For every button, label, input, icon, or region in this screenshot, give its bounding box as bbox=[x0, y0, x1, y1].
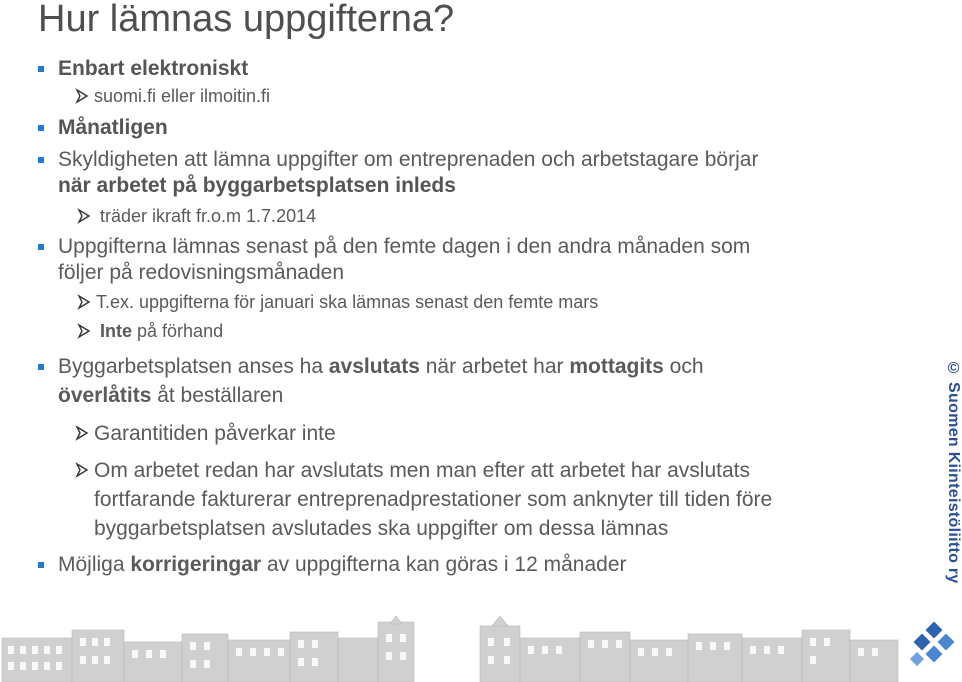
bullet-byggarbetsplatsen-avslutats bbox=[58, 355, 704, 379]
bullet-text: Möjliga bbox=[58, 553, 131, 576]
sub-bullet-text: på förhand bbox=[132, 321, 224, 341]
bullet-uppgifterna-line2 bbox=[58, 261, 344, 285]
copyright-vertical: © Suomen Kiinteistöliitto ry bbox=[945, 360, 962, 584]
bullet-bold-overlatits: överlåtits bbox=[58, 384, 152, 407]
arrow-bullet-icon bbox=[78, 295, 90, 309]
bullet-enbart-elektroniskt bbox=[58, 57, 248, 81]
arrow-bullet-icon bbox=[78, 324, 90, 338]
bullet-bold-korrigeringar: korrigeringar bbox=[130, 553, 262, 576]
sub-bullet-text: Garantitiden påverkar inte bbox=[94, 422, 336, 445]
sub-bullet-trader-ikraft bbox=[100, 206, 316, 227]
bullet-manatligen bbox=[58, 116, 168, 140]
sub-bullet-om-arbetet-line3 bbox=[94, 517, 668, 541]
arrow-bullet-icon bbox=[76, 463, 88, 477]
square-bullet-icon bbox=[38, 562, 44, 568]
sub-bullet-portals bbox=[94, 86, 270, 107]
bullet-text-line1: Uppgifterna lämnas senast på den femte dagen i den andra månaden som bbox=[58, 235, 751, 258]
sub-bullet-text-line2: fortfarande fakturerar entreprenadprestationer som anknyter till tiden före bbox=[94, 488, 773, 511]
sub-bullet-om-arbetet bbox=[94, 459, 750, 483]
sub-bullet-bold-text: Inte bbox=[100, 321, 133, 341]
bullet-text: Byggarbetsplatsen anses ha bbox=[58, 355, 329, 378]
bullet-byggarbetsplatsen-line2 bbox=[58, 384, 283, 408]
bullet-text-line2: när arbetet på byggarbetsplatsen inleds bbox=[58, 174, 456, 197]
square-bullet-icon bbox=[38, 157, 44, 163]
bullet-text: åt beställaren bbox=[151, 384, 284, 407]
bullet-bold-mottagits: mottagits bbox=[569, 355, 664, 378]
bullet-bold-avslutats: avslutats bbox=[328, 355, 420, 378]
bullet-text: av uppgifterna kan göras i 12 månader bbox=[261, 553, 627, 576]
sub-bullet-garantitiden bbox=[94, 422, 336, 446]
sub-bullet-text: suomi.fi eller ilmoitin.fi bbox=[94, 86, 271, 106]
bullet-text-line2: följer på redovisningsmånaden bbox=[58, 261, 345, 284]
square-bullet-icon bbox=[38, 125, 44, 131]
bullet-text: och bbox=[663, 355, 704, 378]
arrow-bullet-icon bbox=[78, 209, 90, 223]
bullet-uppgifterna-lamnas bbox=[58, 235, 750, 259]
arrow-bullet-icon bbox=[76, 426, 88, 440]
bullet-text-line1: Skyldigheten att lämna uppgifter om entreprenaden och arbetstagare börjar bbox=[58, 148, 759, 171]
bullet-korrigeringar bbox=[58, 553, 627, 577]
sub-bullet-om-arbetet-line2 bbox=[94, 488, 772, 512]
bullet-text: Månatligen bbox=[58, 116, 168, 139]
sub-bullet-inte-pa-forhand bbox=[100, 321, 223, 342]
sub-bullet-text: träder ikraft fr.o.m 1.7.2014 bbox=[100, 206, 317, 226]
sub-bullet-text: T.ex. uppgifterna för januari ska lämnas senast den femte mars bbox=[96, 292, 599, 312]
bullet-skyldigheten-line2 bbox=[58, 174, 456, 198]
sub-bullet-text-line3: byggarbetsplatsen avslutades ska uppgifter om dessa lämnas bbox=[94, 517, 669, 540]
sub-bullet-t-ex bbox=[96, 292, 598, 313]
square-bullet-icon bbox=[38, 66, 44, 72]
bullet-text: Enbart elektroniskt bbox=[58, 57, 249, 80]
page-title: Hur lämnas uppgifterna? bbox=[38, 0, 455, 40]
diamond-logo-icon bbox=[904, 620, 960, 676]
square-bullet-icon bbox=[38, 364, 44, 370]
bullet-text: när arbetet har bbox=[419, 355, 570, 378]
building-facades-illustration bbox=[0, 616, 900, 682]
sub-bullet-text-line1: Om arbetet redan har avslutats men man efter att arbetet har avslutats bbox=[94, 459, 750, 482]
square-bullet-icon bbox=[38, 244, 44, 250]
arrow-bullet-icon bbox=[76, 89, 88, 103]
bullet-skyldigheten bbox=[58, 148, 758, 172]
